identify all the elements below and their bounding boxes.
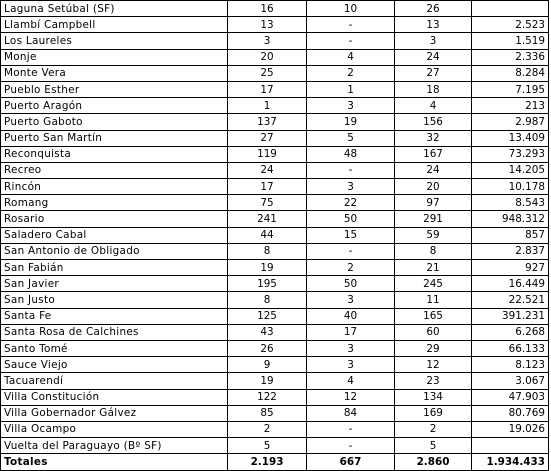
value-col-1-cell: 8	[228, 243, 307, 259]
locality-name-cell: San Antonio de Obligado	[1, 243, 228, 259]
table-row	[1, 179, 549, 195]
value-col-3-cell: 29	[395, 340, 472, 356]
locality-name-cell: Rosario	[1, 211, 228, 227]
value-col-2-cell: 3	[307, 340, 395, 356]
value-col-2-cell: 19	[307, 114, 395, 130]
totals-col-2: 667	[307, 454, 395, 471]
table-row	[1, 81, 549, 97]
value-col-2-cell: 2	[307, 65, 395, 81]
value-col-4-cell: 948.312	[472, 211, 549, 227]
value-col-1-cell: 241	[228, 211, 307, 227]
value-col-4-cell: 2.336	[472, 49, 549, 65]
table-row	[1, 162, 549, 178]
table-row	[1, 421, 549, 437]
locality-name-cell: Puerto Aragón	[1, 98, 228, 114]
value-col-3-cell: 4	[395, 98, 472, 114]
value-col-1-cell: 85	[228, 405, 307, 421]
locality-name-cell: Santo Tomé	[1, 340, 228, 356]
locality-name-cell: Villa Gobernador Gálvez	[1, 405, 228, 421]
value-col-1-cell: 17	[228, 179, 307, 195]
value-col-3-cell: 5	[395, 438, 472, 454]
value-col-4-cell: 19.026	[472, 421, 549, 437]
value-col-3-cell: 97	[395, 195, 472, 211]
value-col-4-cell: 80.769	[472, 405, 549, 421]
locality-name-cell: Sauce Viejo	[1, 357, 228, 373]
value-col-4-cell: 47.903	[472, 389, 549, 405]
value-col-3-cell: 156	[395, 114, 472, 130]
value-col-2-cell: 17	[307, 324, 395, 340]
locality-name-cell: Laguna Setúbal (SF)	[1, 1, 228, 17]
value-col-1-cell: 17	[228, 81, 307, 97]
value-col-3-cell: 169	[395, 405, 472, 421]
value-col-4-cell: 2.837	[472, 243, 549, 259]
table-row	[1, 227, 549, 243]
locality-name-cell: Llambí Campbell	[1, 17, 228, 33]
value-col-4-cell: 391.231	[472, 308, 549, 324]
value-col-2-cell: 12	[307, 389, 395, 405]
value-col-4-cell: 10.178	[472, 179, 549, 195]
value-col-4-cell: 857	[472, 227, 549, 243]
totals-label: Totales	[1, 454, 228, 471]
value-col-4-cell: 2.523	[472, 17, 549, 33]
value-col-4-cell: 73.293	[472, 146, 549, 162]
value-col-1-cell: 24	[228, 162, 307, 178]
table-row	[1, 340, 549, 356]
locality-name-cell: Reconquista	[1, 146, 228, 162]
locality-name-cell: Villa Ocampo	[1, 421, 228, 437]
value-col-3-cell: 21	[395, 260, 472, 276]
value-col-3-cell: 2	[395, 421, 472, 437]
value-col-4-cell: 16.449	[472, 276, 549, 292]
table-row	[1, 292, 549, 308]
locality-name-cell: Recreo	[1, 162, 228, 178]
value-col-1-cell: 8	[228, 292, 307, 308]
value-col-3-cell: 167	[395, 146, 472, 162]
locality-name-cell: Los Laureles	[1, 33, 228, 49]
table-row	[1, 1, 549, 17]
value-col-1-cell: 119	[228, 146, 307, 162]
value-col-1-cell: 125	[228, 308, 307, 324]
table-row	[1, 146, 549, 162]
locality-name-cell: San Javier	[1, 276, 228, 292]
totals-row	[1, 454, 549, 471]
value-col-1-cell: 137	[228, 114, 307, 130]
value-col-3-cell: 18	[395, 81, 472, 97]
value-col-4-cell: 2.987	[472, 114, 549, 130]
value-col-1-cell: 1	[228, 98, 307, 114]
value-col-2-cell: 3	[307, 179, 395, 195]
value-col-2-cell: 10	[307, 1, 395, 17]
value-col-1-cell: 9	[228, 357, 307, 373]
table-row	[1, 373, 549, 389]
table-row	[1, 438, 549, 454]
table-row	[1, 130, 549, 146]
table-row	[1, 211, 549, 227]
value-col-2-cell: 15	[307, 227, 395, 243]
value-col-2-cell: 50	[307, 211, 395, 227]
value-col-3-cell: 13	[395, 17, 472, 33]
value-col-1-cell: 13	[228, 17, 307, 33]
locality-name-cell: Vuelta del Paraguayo (Bº SF)	[1, 438, 228, 454]
table-row	[1, 357, 549, 373]
value-col-3-cell: 8	[395, 243, 472, 259]
table-row	[1, 276, 549, 292]
value-col-1-cell: 27	[228, 130, 307, 146]
value-col-1-cell: 16	[228, 1, 307, 17]
locality-name-cell: Monje	[1, 49, 228, 65]
value-col-3-cell: 60	[395, 324, 472, 340]
value-col-2-cell: 22	[307, 195, 395, 211]
value-col-1-cell: 43	[228, 324, 307, 340]
value-col-4-cell: 6.268	[472, 324, 549, 340]
value-col-2-cell: 2	[307, 260, 395, 276]
totals-col-3: 2.860	[395, 454, 472, 471]
value-col-4-cell: 1.519	[472, 33, 549, 49]
value-col-4-cell: 14.205	[472, 162, 549, 178]
value-col-1-cell: 2	[228, 421, 307, 437]
value-col-1-cell: 44	[228, 227, 307, 243]
value-col-1-cell: 25	[228, 65, 307, 81]
locality-name-cell: Rincón	[1, 179, 228, 195]
value-col-2-cell: 50	[307, 276, 395, 292]
table-row	[1, 114, 549, 130]
value-col-1-cell: 26	[228, 340, 307, 356]
table-row	[1, 324, 549, 340]
value-col-3-cell: 24	[395, 162, 472, 178]
locality-name-cell: Monte Vera	[1, 65, 228, 81]
value-col-4-cell: 927	[472, 260, 549, 276]
table-row	[1, 243, 549, 259]
value-col-1-cell: 19	[228, 373, 307, 389]
value-col-4-cell: 8.543	[472, 195, 549, 211]
value-col-1-cell: 75	[228, 195, 307, 211]
value-col-3-cell: 27	[395, 65, 472, 81]
value-col-2-cell: 3	[307, 292, 395, 308]
value-col-3-cell: 291	[395, 211, 472, 227]
table-row	[1, 389, 549, 405]
value-col-1-cell: 5	[228, 438, 307, 454]
value-col-1-cell: 19	[228, 260, 307, 276]
value-col-2-cell: 5	[307, 130, 395, 146]
value-col-4-cell	[472, 1, 549, 17]
locality-name-cell: Santa Rosa de Calchines	[1, 324, 228, 340]
value-col-2-cell: 3	[307, 98, 395, 114]
table-row	[1, 260, 549, 276]
locality-name-cell: Saladero Cabal	[1, 227, 228, 243]
locality-name-cell: Romang	[1, 195, 228, 211]
value-col-3-cell: 11	[395, 292, 472, 308]
value-col-3-cell: 23	[395, 373, 472, 389]
value-col-4-cell	[472, 438, 549, 454]
locality-name-cell: Santa Fe	[1, 308, 228, 324]
table-row	[1, 65, 549, 81]
table-row	[1, 17, 549, 33]
value-col-3-cell: 24	[395, 49, 472, 65]
value-col-4-cell: 8.284	[472, 65, 549, 81]
locality-name-cell: San Fabián	[1, 260, 228, 276]
value-col-3-cell: 26	[395, 1, 472, 17]
value-col-1-cell: 195	[228, 276, 307, 292]
value-col-3-cell: 245	[395, 276, 472, 292]
value-col-4-cell: 66.133	[472, 340, 549, 356]
locality-name-cell: Pueblo Esther	[1, 81, 228, 97]
value-col-2-cell: 4	[307, 373, 395, 389]
locality-name-cell: Villa Constitución	[1, 389, 228, 405]
value-col-2-cell: 1	[307, 81, 395, 97]
value-col-3-cell: 12	[395, 357, 472, 373]
locality-name-cell: San Justo	[1, 292, 228, 308]
totals-col-4: 1.934.433	[472, 454, 549, 471]
locality-name-cell: Puerto San Martín	[1, 130, 228, 146]
table-row	[1, 49, 549, 65]
value-col-2-cell: 4	[307, 49, 395, 65]
value-col-2-cell: 84	[307, 405, 395, 421]
value-col-3-cell: 32	[395, 130, 472, 146]
locality-name-cell: Tacuarendí	[1, 373, 228, 389]
value-col-4-cell: 22.521	[472, 292, 549, 308]
table-row	[1, 98, 549, 114]
value-col-3-cell: 20	[395, 179, 472, 195]
value-col-3-cell: 165	[395, 308, 472, 324]
locality-name-cell: Puerto Gaboto	[1, 114, 228, 130]
value-col-1-cell: 20	[228, 49, 307, 65]
table-row	[1, 195, 549, 211]
value-col-4-cell: 13.409	[472, 130, 549, 146]
table-row	[1, 405, 549, 421]
table-row	[1, 308, 549, 324]
value-col-4-cell: 213	[472, 98, 549, 114]
value-col-2-cell: -	[307, 243, 395, 259]
table-row	[1, 33, 549, 49]
value-col-1-cell: 122	[228, 389, 307, 405]
value-col-2-cell: -	[307, 162, 395, 178]
value-col-2-cell: -	[307, 17, 395, 33]
value-col-2-cell: 48	[307, 146, 395, 162]
value-col-3-cell: 3	[395, 33, 472, 49]
value-col-2-cell: 40	[307, 308, 395, 324]
value-col-4-cell: 7.195	[472, 81, 549, 97]
value-col-3-cell: 134	[395, 389, 472, 405]
value-col-2-cell: 3	[307, 357, 395, 373]
value-col-4-cell: 8.123	[472, 357, 549, 373]
value-col-2-cell: -	[307, 421, 395, 437]
value-col-2-cell: -	[307, 33, 395, 49]
value-col-1-cell: 3	[228, 33, 307, 49]
value-col-3-cell: 59	[395, 227, 472, 243]
value-col-4-cell: 3.067	[472, 373, 549, 389]
table-body	[1, 1, 549, 454]
totals-col-1: 2.193	[228, 454, 307, 471]
value-col-2-cell: -	[307, 438, 395, 454]
